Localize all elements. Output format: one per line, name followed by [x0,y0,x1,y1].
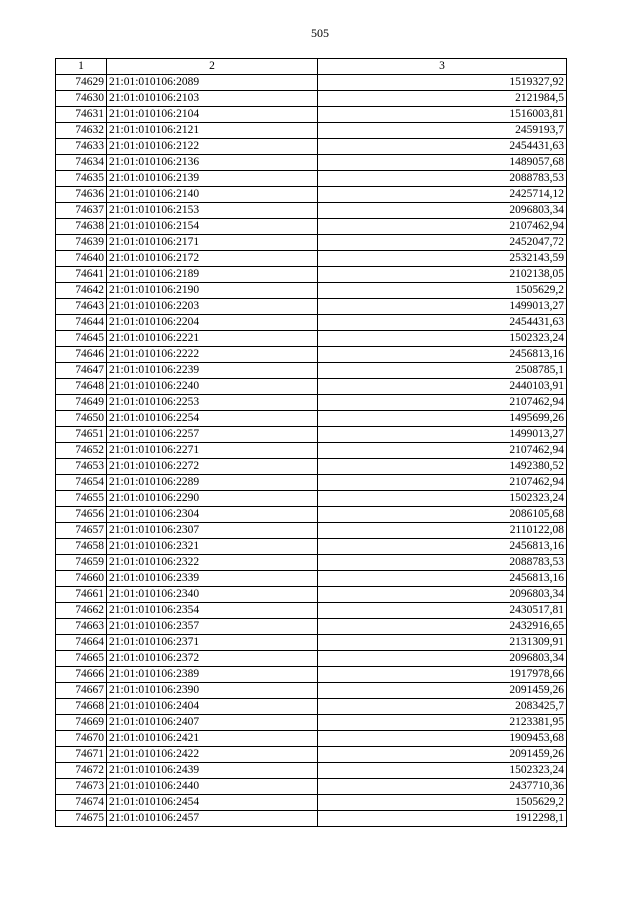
table-row [56,795,567,811]
table-row [56,203,567,219]
value-cell: 1917978,66 [318,667,567,683]
cadastral-number-cell: 21:01:010106:2322 [107,555,318,571]
cadastral-number-cell: 21:01:010106:2307 [107,523,318,539]
table-row [56,219,567,235]
row-number-cell: 74655 [56,491,107,507]
value-cell: 2456813,16 [318,539,567,555]
row-number-cell: 74672 [56,763,107,779]
page-number: 505 [311,26,329,40]
table-row [56,587,567,603]
value-cell: 2110122,08 [318,523,567,539]
table-row [56,107,567,123]
table-row [56,91,567,107]
value-cell: 1912298,1 [318,811,567,827]
cadastral-number-cell: 21:01:010106:2253 [107,395,318,411]
value-cell: 1492380,52 [318,459,567,475]
table-row [56,763,567,779]
cadastral-number-cell: 21:01:010106:2289 [107,475,318,491]
table-row [56,811,567,827]
table-row [56,139,567,155]
cadastral-number-cell: 21:01:010106:2121 [107,123,318,139]
value-cell: 2107462,94 [318,475,567,491]
cadastral-number-cell: 21:01:010106:2454 [107,795,318,811]
table-row [56,699,567,715]
value-cell: 2430517,81 [318,603,567,619]
value-cell: 1489057,68 [318,155,567,171]
value-cell: 2088783,53 [318,171,567,187]
table-row [56,331,567,347]
table-row [56,123,567,139]
column-header-3: 3 [318,59,567,75]
table-row [56,75,567,91]
row-number-cell: 74651 [56,427,107,443]
cadastral-number-cell: 21:01:010106:2190 [107,283,318,299]
value-cell: 2091459,26 [318,683,567,699]
table-row [56,603,567,619]
table-row [56,571,567,587]
cadastral-number-cell: 21:01:010106:2404 [107,699,318,715]
row-number-cell: 74646 [56,347,107,363]
cadastral-number-cell: 21:01:010106:2239 [107,363,318,379]
cadastral-number-cell: 21:01:010106:2340 [107,587,318,603]
row-number-cell: 74654 [56,475,107,491]
value-cell: 2131309,91 [318,635,567,651]
value-cell: 2096803,34 [318,203,567,219]
table-row [56,731,567,747]
row-number-cell: 74667 [56,683,107,699]
row-number-cell: 74641 [56,267,107,283]
table-row [56,667,567,683]
table-row [56,635,567,651]
table-row [56,779,567,795]
value-cell: 1502323,24 [318,331,567,347]
value-cell: 2437710,36 [318,779,567,795]
cadastral-number-cell: 21:01:010106:2304 [107,507,318,523]
row-number-cell: 74634 [56,155,107,171]
row-number-cell: 74674 [56,795,107,811]
table-row [56,251,567,267]
cadastral-number-cell: 21:01:010106:2089 [107,75,318,91]
value-cell: 1502323,24 [318,763,567,779]
row-number-cell: 74635 [56,171,107,187]
row-number-cell: 74660 [56,571,107,587]
value-cell: 2456813,16 [318,571,567,587]
table-row [56,395,567,411]
cadastral-number-cell: 21:01:010106:2240 [107,379,318,395]
row-number-cell: 74662 [56,603,107,619]
row-number-cell: 74650 [56,411,107,427]
value-cell: 2083425,7 [318,699,567,715]
cadastral-number-cell: 21:01:010106:2254 [107,411,318,427]
row-number-cell: 74637 [56,203,107,219]
cadastral-number-cell: 21:01:010106:2104 [107,107,318,123]
cadastral-number-cell: 21:01:010106:2189 [107,267,318,283]
value-cell: 2096803,34 [318,651,567,667]
table-row [56,315,567,331]
row-number-cell: 74659 [56,555,107,571]
row-number-cell: 74636 [56,187,107,203]
value-cell: 1519327,92 [318,75,567,91]
cadastral-number-cell: 21:01:010106:2271 [107,443,318,459]
row-number-cell: 74668 [56,699,107,715]
row-number-cell: 74630 [56,91,107,107]
value-cell: 1499013,27 [318,427,567,443]
row-number-cell: 74665 [56,651,107,667]
cadastral-number-cell: 21:01:010106:2222 [107,347,318,363]
row-number-cell: 74642 [56,283,107,299]
value-cell: 1516003,81 [318,107,567,123]
value-cell: 2123381,95 [318,715,567,731]
row-number-cell: 74666 [56,667,107,683]
row-number-cell: 74639 [56,235,107,251]
row-number-cell: 74647 [56,363,107,379]
cadastral-number-cell: 21:01:010106:2103 [107,91,318,107]
cadastral-number-cell: 21:01:010106:2457 [107,811,318,827]
row-number-cell: 74643 [56,299,107,315]
table-row [56,507,567,523]
value-cell: 1499013,27 [318,299,567,315]
cadastral-number-cell: 21:01:010106:2136 [107,155,318,171]
value-cell: 2091459,26 [318,747,567,763]
table-row [56,235,567,251]
cadastral-number-cell: 21:01:010106:2339 [107,571,318,587]
value-cell: 2508785,1 [318,363,567,379]
row-number-cell: 74629 [56,75,107,91]
value-cell: 2096803,34 [318,587,567,603]
table-row [56,747,567,763]
row-number-cell: 74664 [56,635,107,651]
row-number-cell: 74675 [56,811,107,827]
row-number-cell: 74661 [56,587,107,603]
cadastral-number-cell: 21:01:010106:2272 [107,459,318,475]
cadastral-number-cell: 21:01:010106:2372 [107,651,318,667]
row-number-cell: 74658 [56,539,107,555]
row-number-cell: 74648 [56,379,107,395]
value-cell: 2107462,94 [318,395,567,411]
value-cell: 2532143,59 [318,251,567,267]
table-row [56,619,567,635]
row-number-cell: 74673 [56,779,107,795]
value-cell: 2454431,63 [318,315,567,331]
value-cell: 2459193,7 [318,123,567,139]
row-number-cell: 74638 [56,219,107,235]
cadastral-number-cell: 21:01:010106:2321 [107,539,318,555]
table-row [56,155,567,171]
cadastral-number-cell: 21:01:010106:2422 [107,747,318,763]
table-body [56,75,567,827]
row-number-cell: 74632 [56,123,107,139]
value-cell: 1505629,2 [318,283,567,299]
cadastral-number-cell: 21:01:010106:2439 [107,763,318,779]
cadastral-number-cell: 21:01:010106:2407 [107,715,318,731]
row-number-cell: 74663 [56,619,107,635]
value-cell: 2102138,05 [318,267,567,283]
row-number-cell: 74657 [56,523,107,539]
cadastral-number-cell: 21:01:010106:2257 [107,427,318,443]
row-number-cell: 74649 [56,395,107,411]
table-row [56,411,567,427]
row-number-cell: 74640 [56,251,107,267]
data-table [55,58,567,827]
table-row [56,187,567,203]
value-cell: 2107462,94 [318,443,567,459]
table-row [56,523,567,539]
table-row [56,363,567,379]
value-cell: 1505629,2 [318,795,567,811]
value-cell: 2432916,65 [318,619,567,635]
value-cell: 2086105,68 [318,507,567,523]
table-row [56,459,567,475]
cadastral-number-cell: 21:01:010106:2390 [107,683,318,699]
cadastral-number-cell: 21:01:010106:2172 [107,251,318,267]
cadastral-number-cell: 21:01:010106:2389 [107,667,318,683]
cadastral-number-cell: 21:01:010106:2290 [107,491,318,507]
value-cell: 2456813,16 [318,347,567,363]
value-cell: 2452047,72 [318,235,567,251]
table-row [56,683,567,699]
table-row [56,379,567,395]
cadastral-number-cell: 21:01:010106:2357 [107,619,318,635]
table-row [56,267,567,283]
cadastral-number-cell: 21:01:010106:2354 [107,603,318,619]
column-header-1: 1 [56,59,107,75]
table-row [56,283,567,299]
row-number-cell: 74645 [56,331,107,347]
value-cell: 1909453,68 [318,731,567,747]
table-header-row [56,59,567,75]
value-cell: 1502323,24 [318,491,567,507]
cadastral-number-cell: 21:01:010106:2203 [107,299,318,315]
table-row [56,539,567,555]
table-row [56,475,567,491]
table-row [56,491,567,507]
row-number-cell: 74670 [56,731,107,747]
cadastral-number-cell: 21:01:010106:2440 [107,779,318,795]
value-cell: 1495699,26 [318,411,567,427]
value-cell: 2425714,12 [318,187,567,203]
value-cell: 2088783,53 [318,555,567,571]
value-cell: 2440103,91 [318,379,567,395]
row-number-cell: 74653 [56,459,107,475]
cadastral-number-cell: 21:01:010106:2204 [107,315,318,331]
row-number-cell: 74669 [56,715,107,731]
cadastral-number-cell: 21:01:010106:2371 [107,635,318,651]
cadastral-number-cell: 21:01:010106:2154 [107,219,318,235]
cadastral-number-cell: 21:01:010106:2139 [107,171,318,187]
value-cell: 2454431,63 [318,139,567,155]
row-number-cell: 74652 [56,443,107,459]
row-number-cell: 74644 [56,315,107,331]
row-number-cell: 74671 [56,747,107,763]
value-cell: 2121984,5 [318,91,567,107]
table-row [56,715,567,731]
table-row [56,443,567,459]
value-cell: 2107462,94 [318,219,567,235]
column-header-2: 2 [107,59,318,75]
table-row [56,171,567,187]
table-row [56,299,567,315]
cadastral-number-cell: 21:01:010106:2153 [107,203,318,219]
cadastral-number-cell: 21:01:010106:2421 [107,731,318,747]
table-row [56,347,567,363]
cadastral-number-cell: 21:01:010106:2221 [107,331,318,347]
table-row [56,555,567,571]
cadastral-number-cell: 21:01:010106:2122 [107,139,318,155]
row-number-cell: 74631 [56,107,107,123]
cadastral-number-cell: 21:01:010106:2140 [107,187,318,203]
row-number-cell: 74656 [56,507,107,523]
table-row [56,651,567,667]
cadastral-number-cell: 21:01:010106:2171 [107,235,318,251]
row-number-cell: 74633 [56,139,107,155]
table-row [56,427,567,443]
